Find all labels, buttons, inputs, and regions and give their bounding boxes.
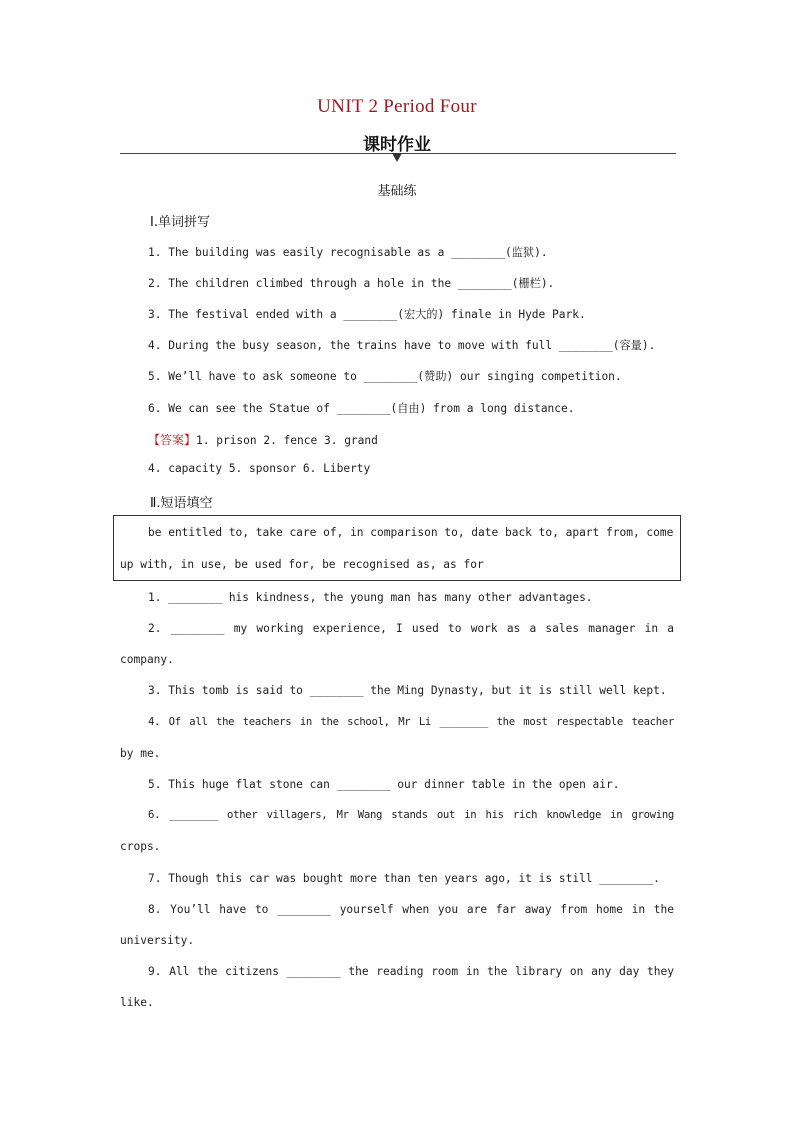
part2-item-2-cont: company. (120, 653, 174, 666)
part2-item-2: 2. ________ my working experience, I used to work as a sales manager in a (148, 622, 674, 635)
phrase-box (113, 515, 681, 581)
part1-heading: Ⅰ.单词拼写 (150, 215, 210, 230)
part2-item-6: 6. ________ other villagers, Mr Wang stands out in his rich knowledge in growing (148, 809, 674, 821)
divider-triangle-icon (392, 153, 402, 162)
answer-line-2: 4. capacity 5. sponsor 6. Liberty (148, 462, 371, 475)
worksheet-subtitle: 课时作业 (363, 135, 431, 155)
part1-item-4: 4. During the busy season, the trains have to move with full ________(容量). (148, 339, 656, 352)
part2-item-9: 9. All the citizens ________ the reading room in the library on any day they (148, 965, 674, 978)
part2-item-3: 3. This tomb is said to ________ the Ming Dynasty, but it is still well kept. (148, 684, 667, 697)
part2-item-1: 1. ________ his kindness, the young man has many other advantages. (148, 591, 593, 604)
part1-item-2: 2. The children climbed through a hole in the ________(栅栏). (148, 277, 555, 290)
answer-line-1 (148, 431, 378, 448)
part2-item-8-cont: university. (120, 934, 195, 947)
section-heading: 基础练 (377, 184, 417, 199)
phrase-box-line-1: be entitled to, take care of, in comparison to, date back to, apart from, come (148, 526, 674, 539)
part2-item-5: 5. This huge flat stone can ________ our dinner table in the open air. (148, 778, 620, 791)
part1-item-5: 5. We’ll have to ask someone to ________(赞助) our singing competition. (148, 370, 622, 383)
worksheet-title: UNIT 2 Period Four (317, 96, 477, 117)
part1-item-6: 6. We can see the Statue of ________(自由) from a long distance. (148, 402, 575, 415)
part2-item-6-cont: crops. (120, 840, 161, 853)
part1-item-1: 1. The building was easily recognisable as a ________(监狱). (148, 246, 548, 259)
answer-label: 【答案】 (148, 433, 197, 447)
part2-item-7: 7. Though this car was bought more than ten years ago, it is still ________. (148, 872, 660, 885)
answer-text-1: 1. prison 2. fence 3. grand (196, 434, 378, 447)
part2-item-9-cont: like. (120, 996, 154, 1009)
part2-item-8: 8. You’ll have to ________ yourself when you are far away from home in the (148, 903, 674, 916)
part2-heading: Ⅱ.短语填空 (150, 496, 213, 511)
phrase-box-line-2: up with, in use, be used for, be recognised as, as for (120, 558, 484, 571)
part1-item-3: 3. The festival ended with a ________(宏大的) finale in Hyde Park. (148, 308, 586, 321)
part2-item-4-cont: by me. (120, 747, 161, 760)
part2-item-4: 4. Of all the teachers in the school, Mr Li ________ the most respectable teacher (148, 716, 674, 728)
